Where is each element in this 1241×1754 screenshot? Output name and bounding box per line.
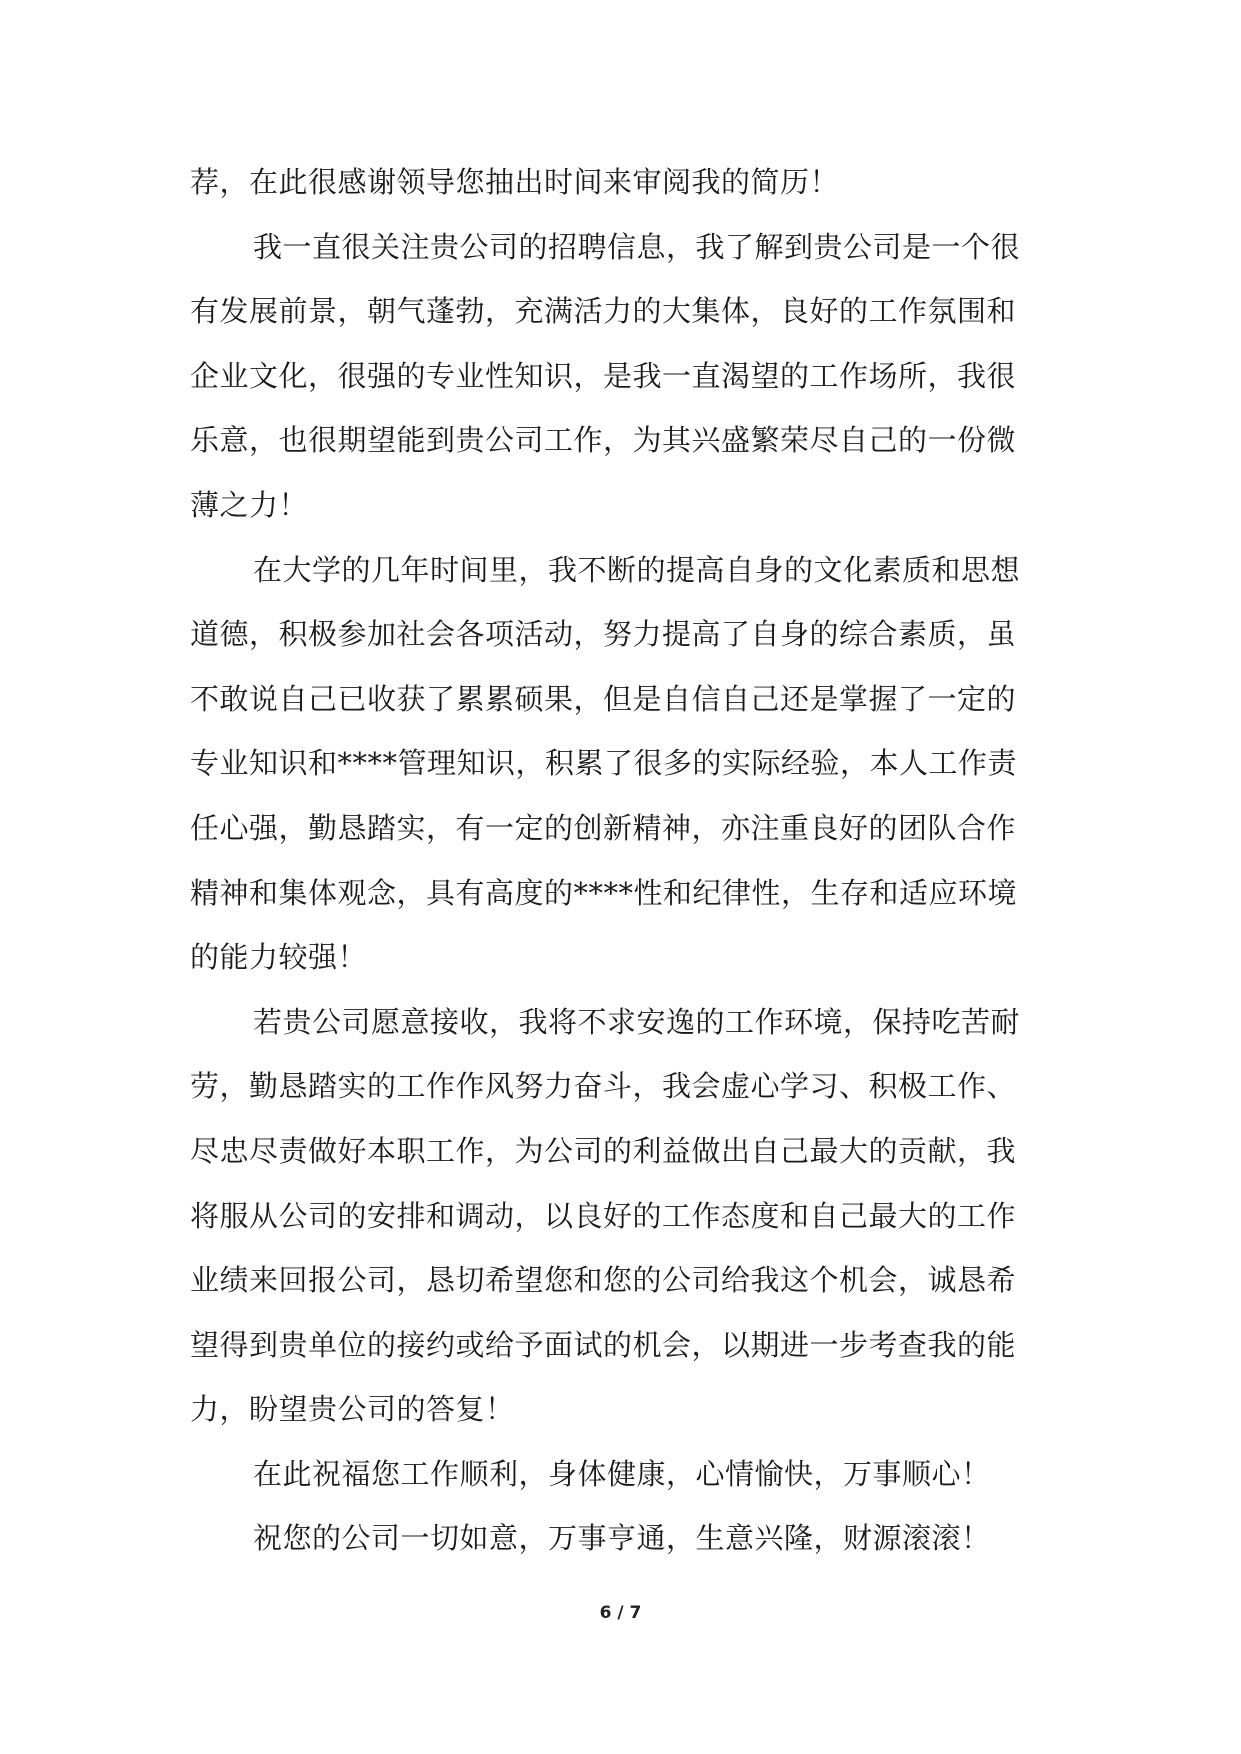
text-line: 将服从公司的安排和调动，以良好的工作态度和自己最大的工作 [190, 1198, 1017, 1233]
text-line: 我一直很关注贵公司的招聘信息，我了解到贵公司是一个很 [253, 229, 1021, 264]
text-line: 若贵公司愿意接收，我将不求安逸的工作环境，保持吃苦耐 [253, 1004, 1021, 1039]
text-line: 荐，在此很感谢领导您抽出时间来审阅我的简历！ [190, 165, 840, 199]
text-line: 尽忠尽责做好本职工作，为公司的利益做出自己最大的贡献，我 [190, 1133, 1017, 1168]
text-line: 精神和集体观念，具有高度的****性和纪律性，生存和适应环境 [190, 875, 1018, 910]
text-line: 劳，勤恳踏实的工作作风努力奋斗，我会虚心学习、积极工作、 [190, 1069, 1017, 1104]
text-line: 薄之力！ [190, 487, 309, 522]
text-line: 道德，积极参加社会各项活动，努力提高了自身的综合素质，虽 [190, 617, 1017, 652]
text-line: 专业知识和****管理知识，积累了很多的实际经验，本人工作责 [190, 746, 1018, 781]
text-line: 乐意，也很期望能到贵公司工作，为其兴盛繁荣尽自己的一份微 [190, 423, 1017, 458]
text-line: 力，盼望贵公司的答复！ [190, 1392, 515, 1427]
text-line: 在此祝福您工作顺利，身体健康，心情愉快，万事顺心！ [253, 1456, 991, 1491]
text-line: 业绩来回报公司，恳切希望您和您的公司给我这个机会，诚恳希 [190, 1263, 1017, 1298]
page-number: 6 / 7 [599, 1603, 642, 1623]
text-line: 任心强，勤恳踏实，有一定的创新精神，亦注重良好的团队合作 [190, 810, 1017, 845]
text-line: 不敢说自己已收获了累累硕果，但是自信自己还是掌握了一定的 [190, 681, 1017, 716]
text-line: 的能力较强！ [190, 940, 368, 975]
text-line: 望得到贵单位的接约或给予面试的机会，以期进一步考查我的能 [190, 1327, 1017, 1362]
text-line: 有发展前景，朝气蓬勃，充满活力的大集体，良好的工作氛围和 [190, 294, 1017, 329]
document-body [190, 150, 1060, 1571]
text-line: 企业文化，很强的专业性知识，是我一直渴望的工作场所，我很 [190, 358, 1017, 393]
text-line: 在大学的几年时间里，我不断的提高自身的文化素质和思想 [253, 552, 1021, 587]
text-line: 祝您的公司一切如意，万事亨通，生意兴隆，财源滚滚！ [253, 1521, 991, 1556]
